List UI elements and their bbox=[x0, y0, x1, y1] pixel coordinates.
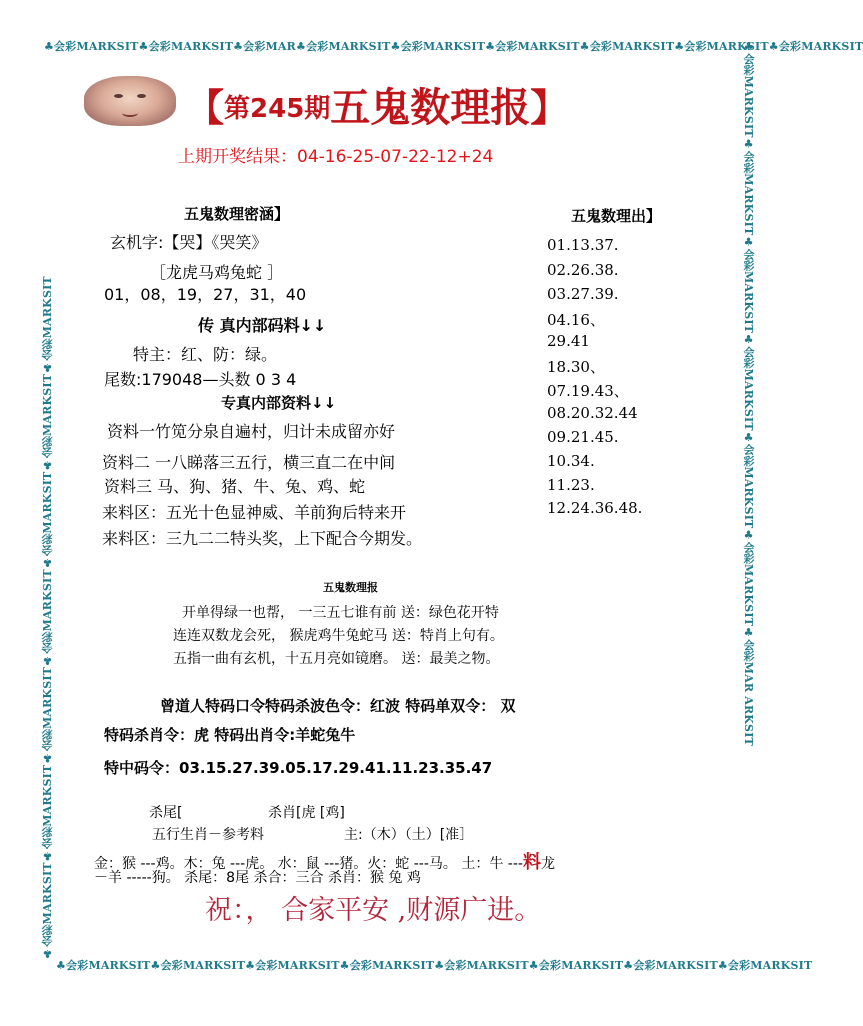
publication-name: 五鬼数理报 bbox=[330, 84, 531, 131]
five-elements-label: 五行生肖－参考料 bbox=[152, 827, 264, 843]
tail-numbers: 尾数:179048—头数 0 3 4 bbox=[104, 370, 297, 389]
riddle-word: 玄机字:【哭】《哭笑》 bbox=[110, 233, 268, 252]
mouth bbox=[122, 109, 138, 117]
right-item: 03.27.39. bbox=[547, 285, 619, 303]
elements-line-1-text: 金：猴 ---鸡。木：兔 ---虎。 水：鼠 ---猪。火：蛇 ---马。 土：牛 --- bbox=[94, 856, 523, 872]
right-item: 18.30、 bbox=[547, 358, 605, 376]
page-title bbox=[186, 76, 568, 133]
special-color: 特主：红、防：绿。 bbox=[133, 345, 278, 364]
code-line-2: 特码杀肖令：虎 特码出肖令:羊蛇兔牛 bbox=[104, 726, 356, 744]
eye-left bbox=[114, 94, 123, 98]
info-line-3: 资料三 马、狗、猪、牛、兔、鸡、蛇 bbox=[104, 477, 366, 496]
blessing: 祝：， 合家平安 ,财源广进。 bbox=[205, 895, 542, 926]
poem-title: 五鬼数理报 bbox=[323, 581, 378, 594]
left-section-title: 五鬼数理密涵】 bbox=[184, 205, 290, 223]
border-left: ♣会彩MARKSIT♣会彩MARKSIT♣会彩MARKSIT♣会彩MARKSIT♣会彩MARKSIT♣会彩MARKSIT♣会彩MARKSIT bbox=[41, 276, 54, 960]
portrait-photo bbox=[84, 76, 176, 126]
source-line-2: 来料区：三九二二特头奖，上下配合今期发。 bbox=[102, 529, 423, 548]
code-line-3: 特中码令：03.15.27.39.05.17.29.41.11.23.35.47 bbox=[104, 759, 493, 777]
right-item: 02.26.38. bbox=[547, 261, 619, 279]
kill-zodiac: 杀肖[虎 [鸡] bbox=[268, 805, 345, 821]
right-item: 04.16、 bbox=[547, 311, 605, 329]
issue-number: 第245期 bbox=[224, 94, 331, 124]
info-line-2: 资料二 一八睇落三五行，横三直二在中间 bbox=[102, 453, 396, 472]
kill-tail: 杀尾[ bbox=[149, 805, 183, 821]
right-item: 08.20.32.44 bbox=[547, 404, 638, 422]
right-section-title: 五鬼数理出】 bbox=[571, 207, 662, 225]
red-stamp: 料 bbox=[522, 852, 541, 873]
fax-heading-2: 专真内部资料↓↓ bbox=[221, 394, 337, 412]
border-bottom: ♣会彩MARKSIT♣会彩MARKSIT♣会彩MARKSIT♣会彩MARKSIT♣会彩MARKSIT♣会彩MARKSIT♣会彩MARKSIT♣会彩MARKSIT bbox=[56, 959, 813, 972]
title-bracket-open: 【 bbox=[186, 86, 225, 130]
right-item: 11.23. bbox=[547, 476, 595, 494]
right-item: 10.34. bbox=[547, 452, 595, 470]
poem-line-1: 开单得绿一也帮， 一三五七谁有前 送：绿色花开特 bbox=[182, 605, 499, 621]
elements-line-2: －羊 -----狗。 杀尾：8尾 杀合：三合 杀肖：猴 兔 鸡 bbox=[94, 870, 421, 886]
right-item: 01.13.37. bbox=[547, 236, 619, 254]
right-item: 07.19.43、 bbox=[547, 382, 629, 400]
info-line-1: 资料一竹笕分泉自遍村，归计未成留亦好 bbox=[107, 422, 396, 441]
source-line-1: 来料区：五光十色显神威、羊前狗后特来开 bbox=[102, 503, 407, 522]
zodiac-list: ［龙虎马鸡兔蛇 ］ bbox=[150, 263, 284, 282]
right-item: 12.24.36.48. bbox=[547, 499, 643, 517]
right-item: 09.21.45. bbox=[547, 428, 619, 446]
eye-right bbox=[137, 94, 146, 98]
title-bracket-close: 】 bbox=[530, 86, 569, 130]
main-elements: 主:（木）（土）[准］ bbox=[344, 827, 474, 843]
last-result: 上期开奖结果：04-16-25-07-22-12+24 bbox=[178, 147, 494, 167]
right-item: 29.41 bbox=[547, 332, 590, 350]
poem-line-2: 连连双数龙会死， 猴虎鸡牛兔蛇马 送：特肖上句有。 bbox=[173, 628, 504, 644]
border-top: ♣会彩MARKSIT♣会彩MARKSIT♣会彩MAR♣会彩MARKSIT♣会彩MARKSIT♣会彩MARKSIT♣会彩MARKSIT♣会彩MARKSIT♣会彩MARKSIT bbox=[44, 40, 863, 53]
poem-line-3: 五指一曲有玄机，十五月亮如镜磨。 送：最美之物。 bbox=[173, 651, 500, 667]
border-right: ♣会彩MARKSIT♣会彩MARKSIT♣会彩MARKSIT♣会彩MARKSIT♣会彩MARKSIT♣会彩MARKSIT♣会彩MAR ARKSIT bbox=[742, 40, 755, 746]
elements-line-1-end: 龙 bbox=[540, 856, 555, 872]
fax-heading-1: 传 真内部码料↓↓ bbox=[198, 316, 327, 335]
number-list: 01，08，19，27，31，40 bbox=[104, 285, 307, 304]
code-line-1: 曾道人特码口令特码杀波色令：红波 特码单双令： 双 bbox=[160, 697, 516, 715]
